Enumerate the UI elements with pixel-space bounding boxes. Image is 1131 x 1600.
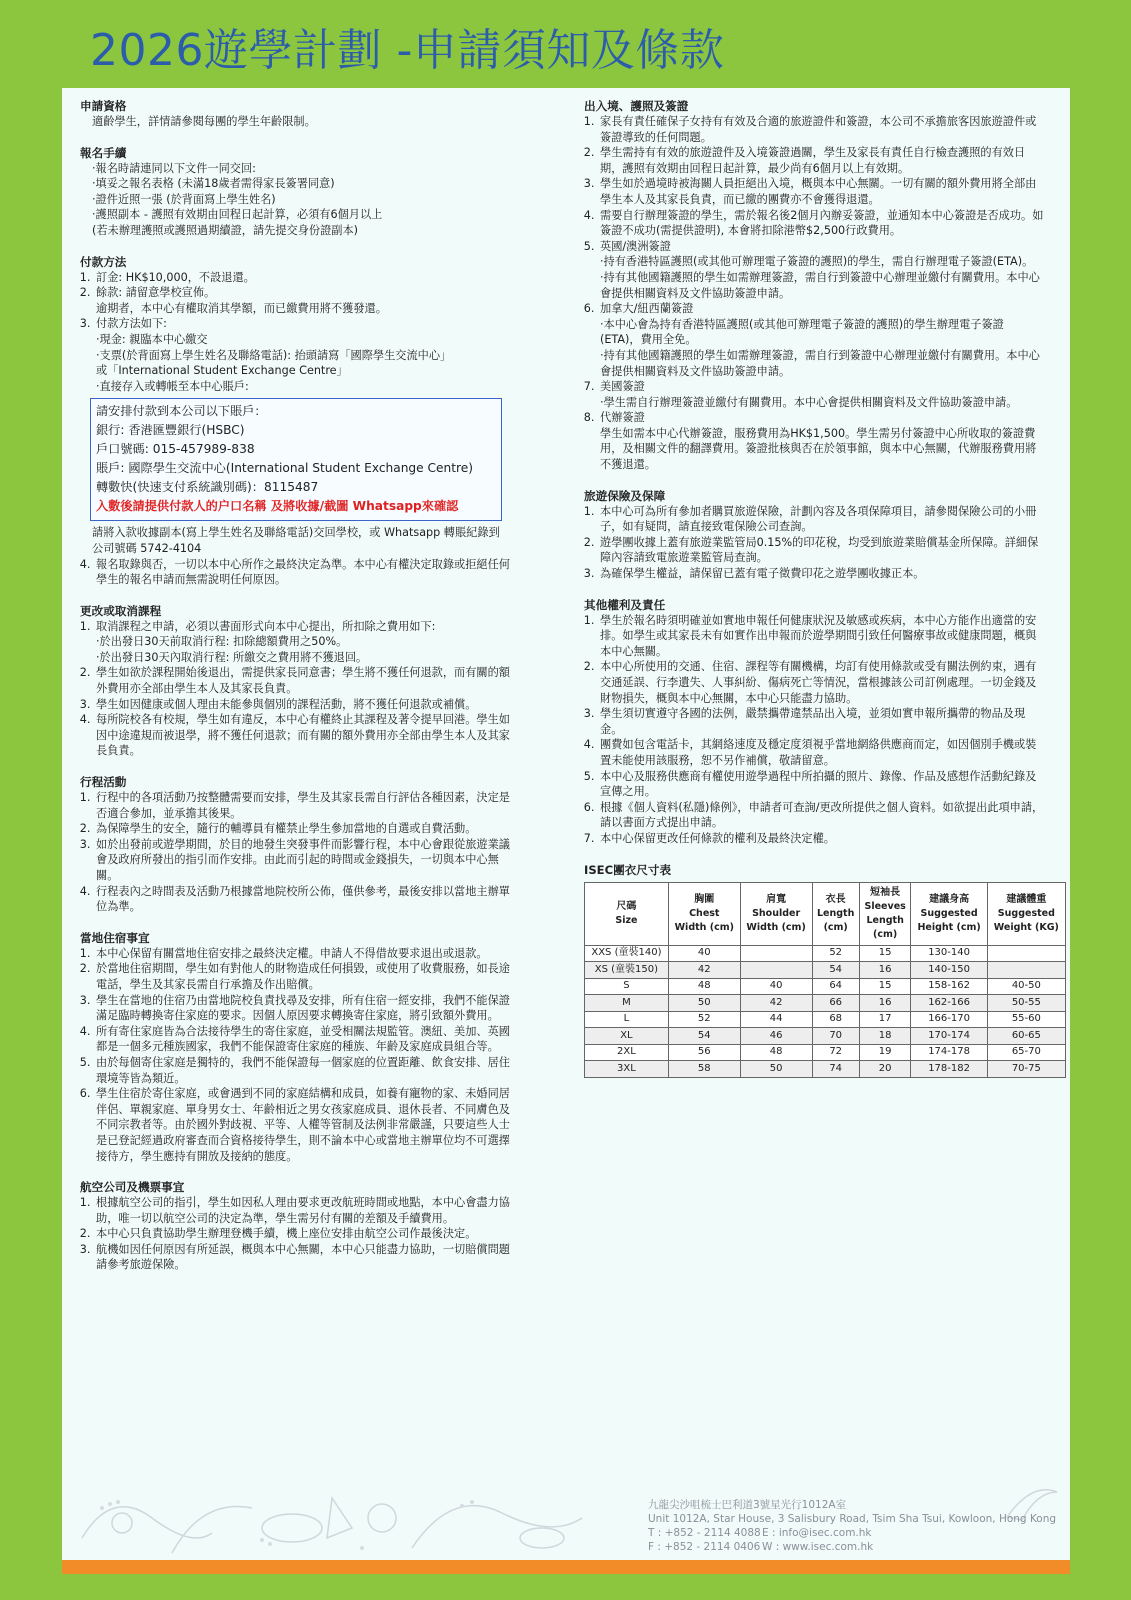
eligibility-section xyxy=(80,98,510,130)
address-chinese: 九龍尖沙咀梳士巴利道3號星光行1012A室 xyxy=(648,1499,847,1511)
list-item: 6. 學生住宿於寄住家庭，或會遇到不同的家庭結構和成員，如養有寵物的家、未婚同居伴侶、單親家庭、單身男女士、年齡相近之男女孩家庭成員、退休長者、不同膚色及不同宗教者等。由於國外對歧視、平等、人權等管制及法例非常嚴謹，只要這些人士是已登記經過政府審查而合資格接待學生，則不論本中心或當地主辦單位均不可選擇接待方，學生應持有開放及接納的態度。 xyxy=(94,1086,510,1164)
list-item: 3. 學生如因健康或個人理由未能參與個別的課程活動，將不獲任何退款或補償。 xyxy=(94,697,510,713)
list-item: 2. 本中心所使用的交通、住宿、課程等有關機構，均訂有使用條款或受有關法例約束，遇有交通延誤、行李遺失、人事糾紛、傷病死亡等情況，當根據該公司訂例處理。一切金錢及財物損失，概與本中心無關，本中心只能盡力協助。 xyxy=(598,659,1044,706)
section-heading: 其他權利及責任 xyxy=(584,597,666,612)
registration-line: (若未辦理護照或護照過期續證，請先提交身份證副本) xyxy=(92,223,359,237)
column-header: 胸圍 Chest Width (cm) xyxy=(668,882,740,945)
table-cell: 15 xyxy=(859,978,911,995)
contact-row xyxy=(648,1526,1056,1540)
list-item: 3. 如於出發前或遊學期間，於目的地發生突發事件而影響行程，本中心會跟從旅遊業議會及政府所發出的指引而作安排。由此而引起的時間或金錢損失，一切與本中心無關。 xyxy=(94,837,510,884)
list-item: 2. 學生需持有有效的旅遊證件及入境簽證過關，學生及家長有責任自行檢查護照的有效日期，護照有效期由回程日起計算，最少尚有6個月以上有效期。 xyxy=(598,145,1044,176)
table-cell: 17 xyxy=(859,1011,911,1028)
column-header: 建議身高 Suggested Height (cm) xyxy=(911,882,987,945)
table-cell: 162-166 xyxy=(911,995,987,1012)
table-cell xyxy=(740,945,812,962)
table-row xyxy=(585,1028,1066,1045)
airline-section xyxy=(80,1179,510,1273)
table-cell: XL xyxy=(585,1028,669,1045)
table-cell: 42 xyxy=(740,995,812,1012)
list-item: 4. 報名取錄與否，一切以本中心所作之最終決定為準。本中心有權決定取錄或拒絕任何學生的報名申請而無需說明任何原因。 xyxy=(94,557,510,588)
table-cell: 66 xyxy=(812,995,859,1012)
table-cell: 130-140 xyxy=(911,945,987,962)
list-item: 6. 根據《個人資料(私隱)條例》，申請者可查詢/更改所提供之個人資料。如欲提出此項申請，請以書面方式提出申請。 xyxy=(598,800,1044,831)
table-cell: 158-162 xyxy=(911,978,987,995)
table-cell xyxy=(987,962,1065,979)
registration-line: ‧填妥之報名表格 (未滿18歲者需得家長簽署同意) xyxy=(92,177,335,191)
rights-section xyxy=(584,597,1044,847)
table-cell: 140-150 xyxy=(911,962,987,979)
list-item xyxy=(598,410,1044,472)
receipt-instruction: 請將入款收據副本(寫上學生姓名及聯絡電話)交回學校，或 Whatsapp 轉賬紀錄到公司號碼 5742-4104 xyxy=(92,526,500,555)
list-item: 2. 遊學團收據上蓋有旅遊業監管局0.15%的印花稅，均受到旅遊業賠償基金所保障。詳細保障內容請致電旅遊業監管局查詢。 xyxy=(598,535,1044,566)
sub-item: ‧本中心會為持有香港特區護照(或其他可辦理電子簽證的護照)的學生辦理電子簽證(ETA)，費用全免。 xyxy=(600,317,1004,347)
list-item xyxy=(598,379,1044,410)
list-item: 7. 本中心保留更改任何條款的權利及最終決定權。 xyxy=(598,831,1044,847)
table-row xyxy=(585,962,1066,979)
bank-notice: 入數後請提供付款人的户口名稱 及將收據/截圖 Whatsapp來確認 xyxy=(96,499,459,514)
table-cell: 56 xyxy=(668,1044,740,1061)
column-header: 尺碼 Size xyxy=(585,882,669,945)
table-cell: 178-182 xyxy=(911,1061,987,1078)
column-header: 衣長 Length (cm) xyxy=(812,882,859,945)
size-table-section xyxy=(584,862,1059,1078)
table-cell: 72 xyxy=(812,1044,859,1061)
itinerary-section xyxy=(80,774,510,915)
list-item: 3. 學生如於過境時被海關人員拒絕出入境，概與本中心無關。一切有關的額外費用將全部由學生本人及其家長負責，而已繳的團費亦不會獲得退還。 xyxy=(598,176,1044,207)
table-cell: 2XL xyxy=(585,1044,669,1061)
list-item: 1. 學生於報名時須明確並如實地申報任何健康狀況及敏感或疾病，本中心方能作出適當的安排。如學生或其家長未有如實作出申報而於遊學期間引致任何醫療事故或健康問題，概與本中心無關。 xyxy=(598,613,1044,660)
website: W : www.isec.com.hk xyxy=(762,1541,874,1553)
table-cell: 50 xyxy=(668,995,740,1012)
payment-section xyxy=(80,254,510,588)
accommodation-section xyxy=(80,930,510,1164)
table-cell: 68 xyxy=(812,1011,859,1028)
list-item xyxy=(598,301,1044,379)
table-cell: S xyxy=(585,978,669,995)
page-title: 2026遊學計劃 -申請須知及條款 xyxy=(90,25,725,76)
table-cell: 3XL xyxy=(585,1061,669,1078)
table-header-row xyxy=(585,882,1066,945)
section-heading: 當地住宿事宜 xyxy=(80,930,150,945)
sub-item: ‧於出發日30天前取消行程: 扣除總額費用之50%。 xyxy=(96,635,348,649)
item-text: 1. 取消課程之申請，必須以書面形式向本中心提出，所扣除之費用如下: xyxy=(96,619,436,633)
list-item: 1. 本中心保留有關當地住宿安排之最終決定權。申請人不得借故要求退出或退款。 xyxy=(94,946,510,962)
table-cell: 15 xyxy=(859,945,911,962)
item-text: 餘款: 請留意學校宣佈。 xyxy=(96,286,216,300)
table-cell: 42 xyxy=(668,962,740,979)
table-cell: 54 xyxy=(668,1028,740,1045)
section-heading: 申請資格 xyxy=(80,99,127,113)
table-cell xyxy=(740,962,812,979)
bank-line: 轉數快(快速支付系統識別碼)：8115487 xyxy=(96,480,319,495)
table-cell: 58 xyxy=(668,1061,740,1078)
item-text: 5. 英國/澳洲簽證 xyxy=(600,239,671,253)
table-cell: 74 xyxy=(812,1061,859,1078)
table-cell: 52 xyxy=(812,945,859,962)
list-item: 4. 需要自行辦理簽證的學生，需於報名後2個月內辦妥簽證，並通知本中心簽證是否成功。如簽證不成功(需提供證明), 本會將扣除港幣$2,500行政費用。 xyxy=(598,208,1044,239)
list-item: 1. 根據航空公司的指引，學生如因私人理由要求更改航班時間或地點，本中心會盡力協助，唯一切以航空公司的決定為準，學生需另付有關的差額及手續費用。 xyxy=(94,1195,510,1226)
table-cell: 64 xyxy=(812,978,859,995)
table-cell: 19 xyxy=(859,1044,911,1061)
right-column xyxy=(584,98,1059,1093)
item-text: 6. 加拿大/紐西蘭簽證 xyxy=(600,302,694,316)
section-heading: 航空公司及機票事宜 xyxy=(80,1180,185,1195)
table-cell: M xyxy=(585,995,669,1012)
table-cell: 55-60 xyxy=(987,1011,1065,1028)
table-cell: 166-170 xyxy=(911,1011,987,1028)
table-row xyxy=(585,1061,1066,1078)
list-item xyxy=(94,316,510,394)
insurance-section xyxy=(584,488,1044,582)
sub-item: 學生如需本中心代辦簽證，服務費用為HK$1,500。學生需另付簽證中心所收取的簽證費用，及相關文件的翻譯費用。簽證批核與否在於領事館，與本中心無關，代辦服務費用將不獲退還。 xyxy=(600,426,1037,472)
table-cell: 50-55 xyxy=(987,995,1065,1012)
list-item: 4. 所有寄住家庭皆為合法接待學生的寄住家庭，並受相關法規監管。澳紐、美加、英國都是一個多元種族國家，我們不能保證寄住家庭的種族、年齡及家庭成員組合等。 xyxy=(94,1024,510,1055)
table-row xyxy=(585,1011,1066,1028)
column-header: 建議體重 Suggested Weight (KG) xyxy=(987,882,1065,945)
table-cell: 18 xyxy=(859,1028,911,1045)
list-item: 1. 行程中的各項活動乃按整體需要而安排，學生及其家長需自行評估各種因素，決定是否適合參加，並承擔其後果。 xyxy=(94,790,510,821)
table-cell: 70 xyxy=(812,1028,859,1045)
table-cell: 70-75 xyxy=(987,1061,1065,1078)
list-item: 3. 學生須切實遵守各國的法例，嚴禁攜帶違禁品出入境，並須如實申報所攜帶的物品及現金。 xyxy=(598,706,1044,737)
fax-number: F : +852 - 2114 0406 xyxy=(648,1541,761,1553)
cancel-section xyxy=(80,603,510,759)
table-row xyxy=(585,945,1066,962)
list-item: 1. 本中心可為所有參加者購買旅遊保險，計劃內容及各項保障項目，請參閱保險公司的小冊子，如有疑問，請直接致電保險公司查詢。 xyxy=(598,504,1044,535)
table-cell: XS (童裝150) xyxy=(585,962,669,979)
company-address xyxy=(648,1498,1056,1554)
address-english: Unit 1012A, Star House, 3 Salisbury Road, Tsim Sha Tsui, Kowloon, Hong Kong xyxy=(648,1513,1057,1525)
entry-visa-section xyxy=(584,98,1044,473)
table-cell xyxy=(987,945,1065,962)
column-header: 肩寬 Shoulder Width (cm) xyxy=(740,882,812,945)
table-row xyxy=(585,978,1066,995)
aboriginal-art-decoration xyxy=(62,1478,622,1560)
list-item xyxy=(94,285,510,316)
table-cell: 170-174 xyxy=(911,1028,987,1045)
list-item: 3. 學生在當地的住宿乃由當地院校負責找尋及安排，所有住宿一經安排，我們不能保證滿足臨時轉換寄住家庭的要求。因個人原因要求轉換寄住家庭，將引致額外費用。 xyxy=(94,993,510,1024)
bank-line: 賬戶: 國際學生交流中心(International Student Exchange Centre) xyxy=(96,461,474,476)
table-cell: 174-178 xyxy=(911,1044,987,1061)
left-column xyxy=(80,98,510,1288)
registration-section xyxy=(80,145,510,239)
table-row xyxy=(585,1044,1066,1061)
item-text: 8. 代辦簽證 xyxy=(600,411,645,425)
table-cell: 40 xyxy=(740,978,812,995)
table-cell: 16 xyxy=(859,995,911,1012)
item-text: 7. 美國簽證 xyxy=(600,380,645,394)
table-cell: 48 xyxy=(668,978,740,995)
table-cell: 40-50 xyxy=(987,978,1065,995)
size-table xyxy=(584,882,1066,1078)
bank-line: 戶口號碼: 015-457989-838 xyxy=(96,442,255,457)
list-item: 5. 本中心及服務供應商有權使用遊學過程中所拍攝的照片、錄像、作品及感想作活動紀錄及宣傳之用。 xyxy=(598,769,1044,800)
list-item: 2. 為保障學生的安全，隨行的輔導員有權禁止學生參加當地的自選或自費活動。 xyxy=(94,821,510,837)
payment-method: ‧現金: 親臨本中心繳交 xyxy=(96,332,208,346)
section-heading: 出入境、護照及簽證 xyxy=(584,99,689,113)
section-heading: 付款方法 xyxy=(80,254,127,269)
registration-line: ‧報名時請連同以下文件一同交回: xyxy=(92,161,256,175)
sub-item: ‧於出發日30天內取消行程: 所繳交之費用將不獲退回。 xyxy=(96,650,368,664)
section-heading: ISEC團衣尺寸表 xyxy=(584,862,672,877)
section-heading: 行程活動 xyxy=(80,775,127,790)
table-row xyxy=(585,995,1066,1012)
list-item: 2. 於當地住宿期間，學生如有對他人的財物造成任何損毀，或使用了收費服務，如長途電話，學生及其家長需自行承擔及作出賠償。 xyxy=(94,961,510,992)
terms-document xyxy=(62,88,1070,1574)
sub-item: ‧學生需自行辦理簽證並繳付有關費用。本中心會提供相關資料及文件協助簽證申請。 xyxy=(600,395,1018,409)
list-item xyxy=(598,239,1044,301)
table-cell: 46 xyxy=(740,1028,812,1045)
table-cell: 60-65 xyxy=(987,1028,1065,1045)
table-cell: L xyxy=(585,1011,669,1028)
table-cell: 52 xyxy=(668,1011,740,1028)
payment-method: 或「International Student Exchange Centre」 xyxy=(96,364,348,378)
sub-item: ‧持有其他國籍護照的學生如需辦理簽證，需自行到簽證中心辦理並繳付有關費用。本中心會提供相關資料及文件協助簽證申請。 xyxy=(600,270,1040,300)
bank-line: 請安排付款到本公司以下賬戶： xyxy=(96,404,267,419)
section-heading: 報名手續 xyxy=(80,145,127,160)
section-heading: 更改或取消課程 xyxy=(80,603,162,618)
section-heading: 旅遊保險及保障 xyxy=(584,488,666,503)
table-cell: 20 xyxy=(859,1061,911,1078)
phone-number: T : +852 - 2114 4088 xyxy=(648,1527,761,1539)
column-header: 短袖長 Sleeves Length (cm) xyxy=(859,882,911,945)
table-cell: 54 xyxy=(812,962,859,979)
list-item: 2. 學生如欲於課程開始後退出，需提供家長同意書；學生將不獲任何退款，而有關的額外費用亦全部由學生本人及其家長負責。 xyxy=(94,665,510,696)
item-text: 3. 付款方法如下: xyxy=(96,317,167,331)
table-cell: 44 xyxy=(740,1011,812,1028)
table-cell: 50 xyxy=(740,1061,812,1078)
sub-item: ‧持有香港特區護照(或其他可辦理電子簽證的護照)的學生，需自行辦理電子簽證(ETA)。 xyxy=(600,255,1034,269)
table-cell: XXS (童裝140) xyxy=(585,945,669,962)
table-cell: 40 xyxy=(668,945,740,962)
table-cell: 48 xyxy=(740,1044,812,1061)
list-item: 5. 由於每個寄住家庭是獨特的，我們不能保證每一個家庭的位置距離、飲食安排、居住環境等皆為類近。 xyxy=(94,1055,510,1086)
size-table-body xyxy=(585,945,1066,1077)
list-item xyxy=(94,619,510,666)
sub-item: ‧持有其他國籍護照的學生如需辦理簽證，需自行到簽證中心辦理並繳付有關費用。本中心會提供相關資料及文件協助簽證申請。 xyxy=(600,348,1040,378)
payment-method: ‧直接存入或轉帳至本中心賬戶: xyxy=(96,379,249,393)
list-item: 4. 每所院校各有校規，學生如有違反，本中心有權終止其課程及著令提早回港。學生如因中途違規而被退學，將不獲任何退款；而有關的額外費用亦全部由學生本人及其家長負責。 xyxy=(94,712,510,759)
list-item: 4. 行程表內之時間表及活動乃根據當地院校所公佈，僅供參考，最後安排以當地主辦單位為準。 xyxy=(94,884,510,915)
contact-row xyxy=(648,1540,1056,1554)
item-text: 逾期者，本中心有權取消其學額，而已繳費用將不獲發還。 xyxy=(96,301,387,315)
eligibility-text: 適齡學生，詳情請參閱每團的學生年齡限制。 xyxy=(92,115,316,128)
list-item: 3. 為確保學生權益，請保留已蓋有電子徵費印花之遊學團收據正本。 xyxy=(598,566,1044,582)
list-item: 1. 訂金: HK$10,000，不設退還。 xyxy=(94,270,510,286)
list-item: 1. 家長有責任確保子女持有有效及合適的旅遊證件和簽證，本公司不承擔旅客因旅遊證件或簽證導致的任何問題。 xyxy=(598,114,1044,145)
payment-method: ‧支票(於背面寫上學生姓名及聯絡電話): 抬頭請寫「國際學生交流中心」 xyxy=(96,348,452,362)
table-cell: 65-70 xyxy=(987,1044,1065,1061)
footer xyxy=(62,1478,1070,1574)
list-item: 3. 航機如因任何原因有所延誤，概與本中心無關，本中心只能盡力協助，一切賠償問題請參考旅遊保險。 xyxy=(94,1242,510,1273)
email-address: E : info@isec.com.hk xyxy=(762,1527,872,1539)
bank-account-box xyxy=(90,398,502,521)
registration-line: ‧護照副本 - 護照有效期由回程日起計算，必須有6個月以上 xyxy=(92,208,383,222)
bank-line: 銀行: 香港匯豐銀行(HSBC) xyxy=(96,423,245,438)
orange-bottom-band xyxy=(62,1560,1070,1574)
list-item: 4. 團費如包含電話卡，其網絡速度及穩定度須視乎當地網絡供應商而定，如因個別手機或裝置未能使用該服務，恕不另作補償，敬請留意。 xyxy=(598,737,1044,768)
table-cell: 16 xyxy=(859,962,911,979)
list-item: 2. 本中心只負責協助學生辦理登機手續，機上座位安排由航空公司作最後決定。 xyxy=(94,1226,510,1242)
registration-line: ‧證件近照一張 (於背面寫上學生姓名) xyxy=(92,192,276,206)
